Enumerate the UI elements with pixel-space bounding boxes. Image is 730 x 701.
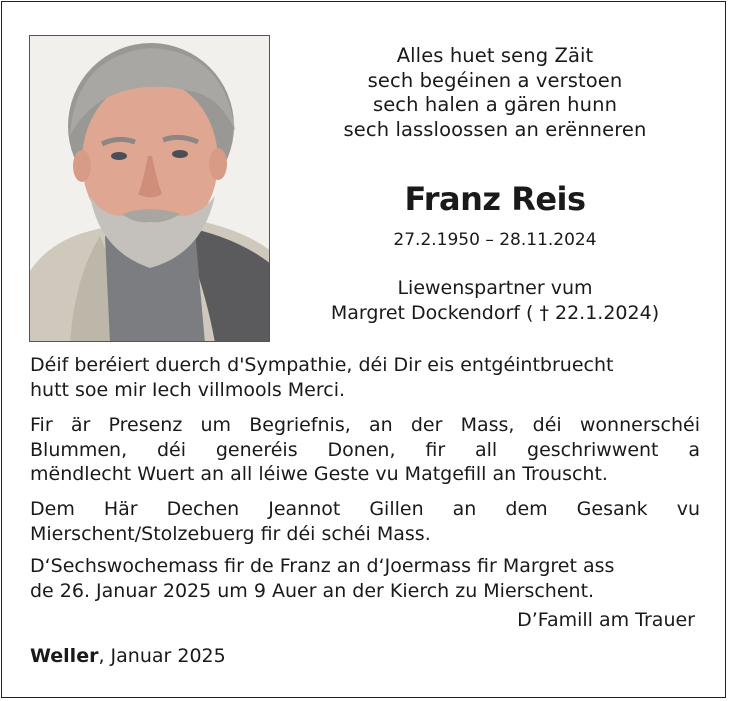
mass-paragraph xyxy=(30,554,700,603)
paragraph-line: Mierschent/Stolzebuerg fir déi schéi Mass. xyxy=(30,522,431,545)
thanks-paragraph xyxy=(30,353,700,402)
paragraph-line: D‘Sechswochemass fir de Franz an d‘Joermass fir Margret ass xyxy=(30,555,615,577)
family-signature: D’Famill am Trauer xyxy=(517,609,695,631)
place-date-text: , Januar 2025 xyxy=(98,645,226,667)
paragraph-line: hutt soe mir Iech villmools Merci. xyxy=(30,378,346,401)
deceased-name: Franz Reis xyxy=(404,180,586,218)
partner-line: Margret Dockendorf ( † 22.1.2024) xyxy=(330,302,660,324)
partner-info xyxy=(290,276,700,326)
life-dates: 27.2.1950 – 28.11.2024 xyxy=(393,230,597,250)
poem xyxy=(290,44,700,142)
poem-line: sech halen a gären hunn xyxy=(372,93,618,116)
presence-paragraph xyxy=(30,413,700,487)
poem-line: Alles huet seng Zäit xyxy=(396,44,594,67)
portrait-photo xyxy=(29,35,270,342)
poem-line: sech begéinen a verstoen xyxy=(367,68,623,92)
paragraph-line: Dem Här Dechen Jeannot Gillen an dem Gesank vu xyxy=(30,498,700,520)
paragraph-line: de 26. Januar 2025 um 9 Auer an der Kierch zu Mierschent. xyxy=(30,579,595,602)
paragraph-line: Fir är Presenz um Begriefnis, an der Mass, déi wonnerschéi xyxy=(30,414,700,436)
place-town: Weller xyxy=(30,645,99,667)
place-date xyxy=(30,645,226,667)
clergy-paragraph xyxy=(30,497,700,546)
paragraph-line: mëndlecht Wuert an all léiwe Geste vu Matgefill an Trouscht. xyxy=(30,463,608,485)
partner-line: Liewenspartner vum xyxy=(397,277,593,299)
paragraph-line: Blummen, déi generéis Donen, fir all geschriwwent a xyxy=(30,438,700,461)
paragraph-line: Déif beréiert duerch d'Sympathie, déi Dir eis entgéintbruecht xyxy=(30,354,614,376)
poem-line: sech lassloossen an erënneren xyxy=(343,117,647,141)
